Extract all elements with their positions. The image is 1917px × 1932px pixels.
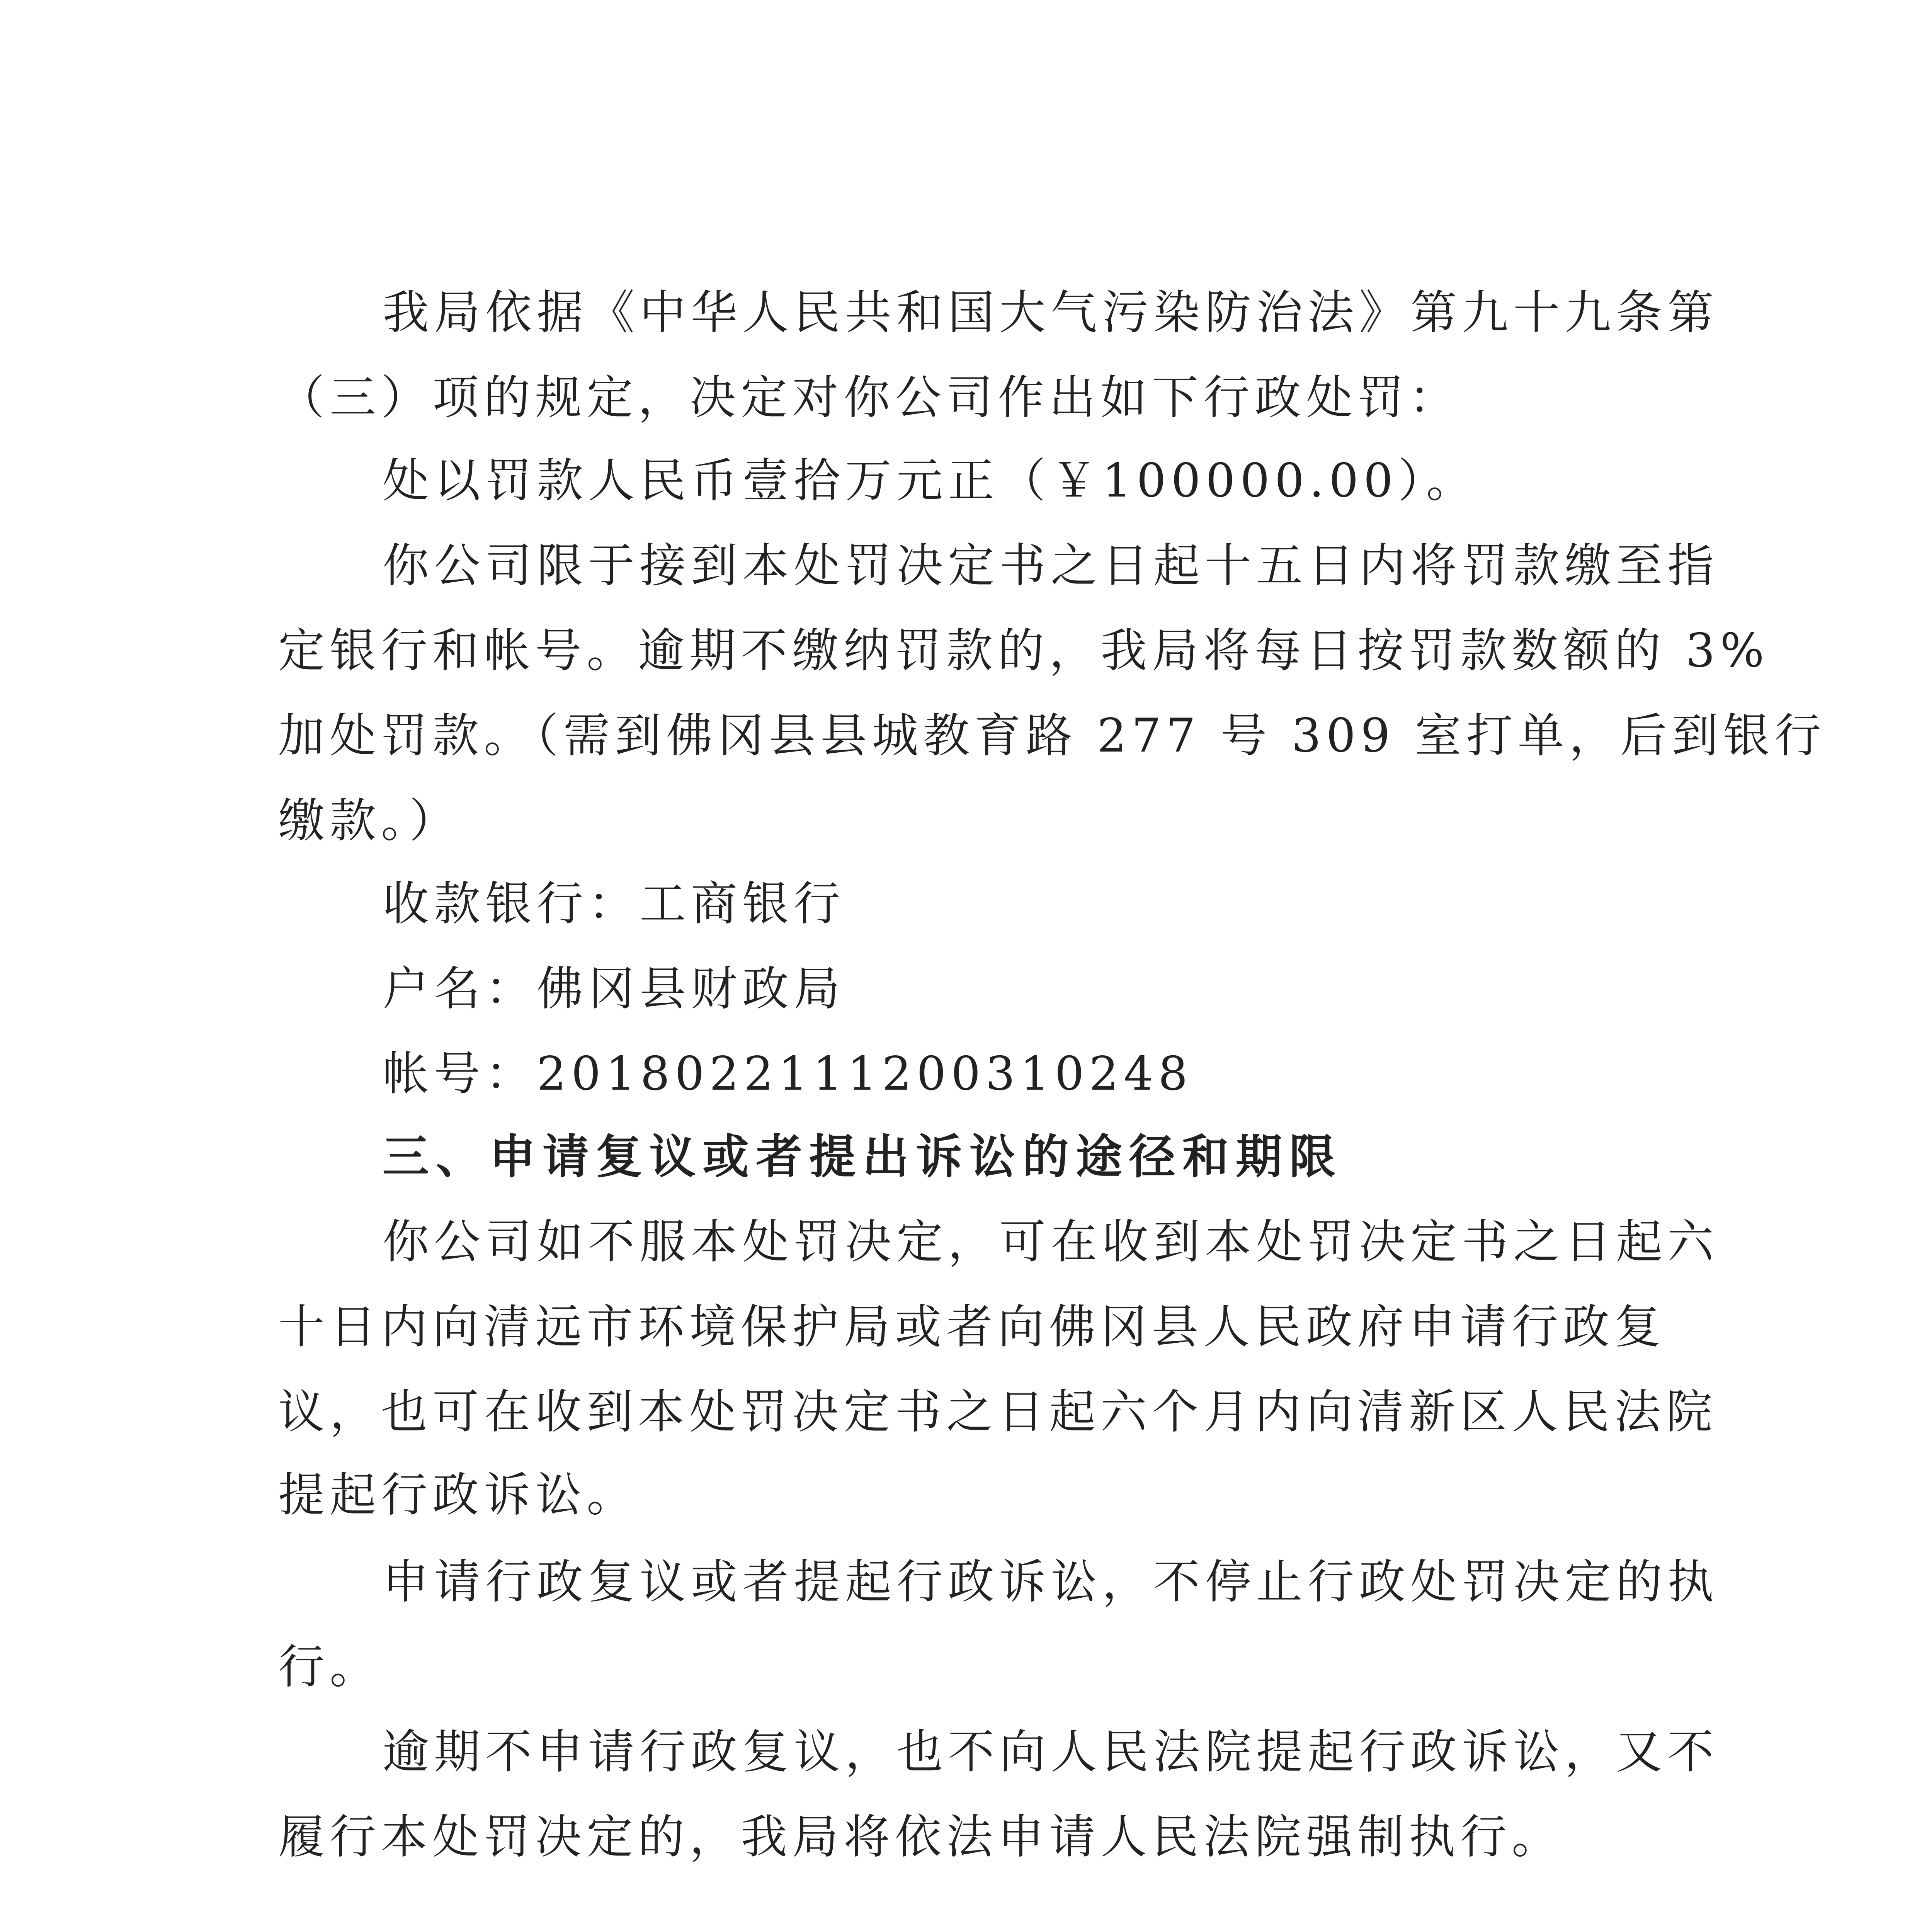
paragraph-line: 履行本处罚决定的，我局将依法申请人民法院强制执行。 [278,1810,1563,1864]
paragraph-line: 你公司如不服本处罚决定，可在收到本处罚决定书之日起六 [383,1215,1719,1269]
paragraph-line: 缴款。） [278,794,461,848]
paragraph-line: 加处罚款。（需到佛冈县县城教育路 277 号 309 室打单，后到银行 [278,709,1826,763]
section-heading: 三、申请复议或者提出诉讼的途径和期限 [383,1130,1342,1184]
paragraph-line: 议，也可在收到本处罚决定书之日起六个月内向清新区人民法院 [278,1385,1717,1439]
paragraph-line: （三）项的规定，决定对你公司作出如下行政处罚： [278,371,1460,425]
paragraph-line: 我局依据《中华人民共和国大气污染防治法》第九十九条第 [383,286,1719,340]
paragraph-line: 逾期不申请行政复议，也不向人民法院提起行政诉讼，又不 [383,1725,1719,1779]
paragraph-line: 定银行和帐号。逾期不缴纳罚款的，我局将每日按罚款数额的 3% [278,624,1769,678]
paragraph-line: 十日内向清远市环境保护局或者向佛冈县人民政府申请行政复 [278,1300,1666,1354]
account-number-line: 帐号：2018022111200310248 [383,1047,1193,1101]
paragraph-line: 行。 [278,1640,381,1694]
account-name-line: 户名：佛冈县财政局 [383,962,845,1016]
fine-amount-line: 处以罚款人民币壹拾万元正（￥100000.00）。 [383,454,1478,508]
paragraph-line: 你公司限于接到本处罚决定书之日起十五日内将罚款缴至指 [383,539,1719,593]
paragraph-line: 申请行政复议或者提起行政诉讼，不停止行政处罚决定的执 [383,1555,1719,1609]
receiving-bank-line: 收款银行：工商银行 [383,877,845,931]
paragraph-line: 提起行政诉讼。 [278,1468,638,1522]
